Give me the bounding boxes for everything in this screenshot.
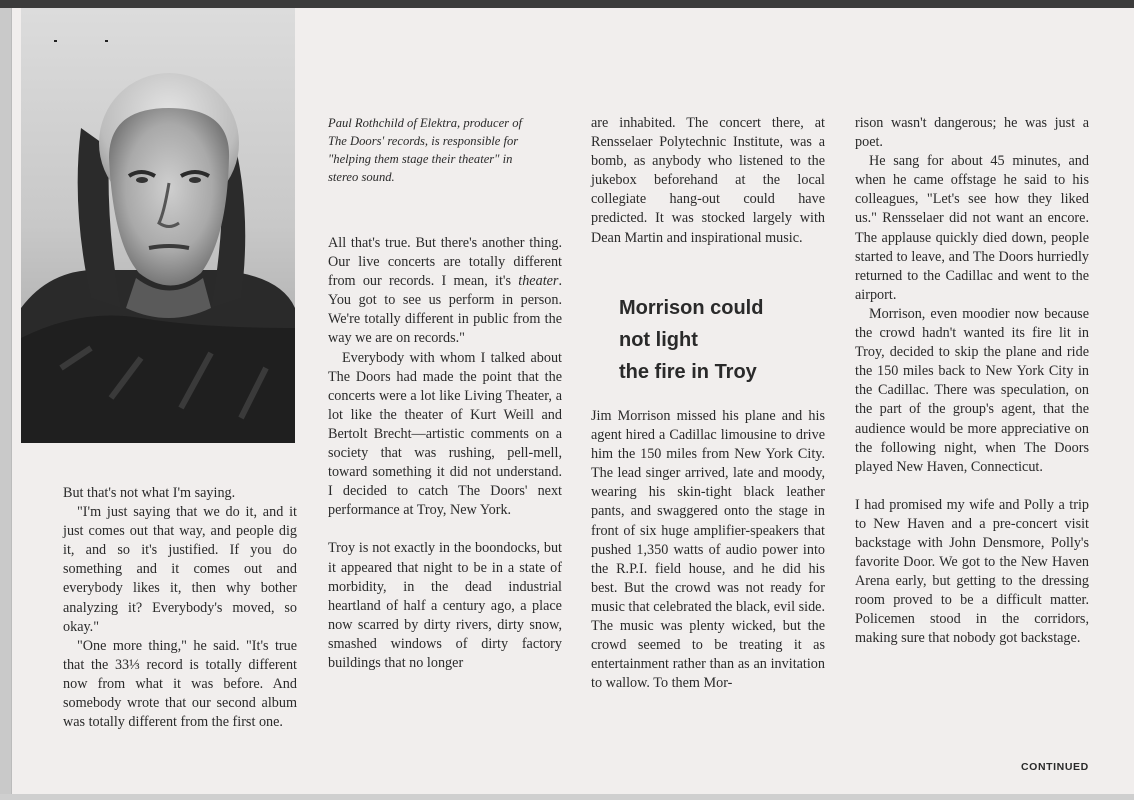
paragraph: I had promised my wife and Polly a trip to New Haven and a pre-concert visit backstage with John Densmore, Polly's favorite Door. We got to the New Haven Arena early, but getting to the dressing room proved to be a difficult matter. Policemen stood in the corridors, making sure that nobody got backstage. xyxy=(855,496,1089,647)
article-column-3-continued xyxy=(591,407,825,693)
paragraph: rison wasn't dangerous; he was just a poet. xyxy=(855,115,1089,151)
subheading-line: the fire in Troy xyxy=(619,361,757,383)
scan-bottom-border xyxy=(0,794,1134,800)
scan-top-border xyxy=(0,0,1134,8)
paragraph-gap xyxy=(855,477,1089,496)
scan-left-border xyxy=(0,8,11,800)
paragraph: Troy is not exactly in the boondocks, but it appeared that night to be in a state of morbidity, in the dead industrial heartland of half a century ago, a place now scarred by dirty rivers, dirty snow, smashed windows of dirty factory buildings that no longer xyxy=(328,540,562,671)
article-column-3 xyxy=(591,114,825,248)
paragraph: are inhabited. The concert there, at Rensselaer Polytechnic Institute, was a bomb, as anybody who listened to the jukebox beforehand at the local collegiate hang-out could have predicted. It was stocked largely with Dean Martin and inspirational music. xyxy=(591,115,825,246)
paragraph: But that's not what I'm saying. xyxy=(63,485,236,501)
paragraph: "I'm just saying that we do it, and it just comes out that way, and people dig it, and so it's justified. If you do something and it comes out and everybody likes it, then why bother analyzing it? Everybody's moved, so okay." xyxy=(63,504,297,635)
subheading-line: Morrison could xyxy=(619,297,764,319)
text-run: . You got to see us perform in person. We're totally different in public from the way we are on records." xyxy=(328,273,562,347)
subheading-line: not light xyxy=(619,329,698,351)
paragraph: Morrison, even moodier now because the crowd hadn't wanted its fire lit in Troy, decided to skip the plane and ride the 150 miles back to New York City in the Cadillac. There was speculation, on the part of the group's agent, that the audience would be more appreciative on the following night, when The Doors played New Haven, Connecticut. xyxy=(855,305,1089,475)
paragraph: Everybody with whom I talked about The Doors had made the point that the concerts were a lot like Living Theater, a lot like the theater of Kurt Weill and Bertolt Brecht—artistic comments on a society that was rushing, pell-mell, toward something it did not understand. I decided to catch The Doors' next performance at Troy, New York. xyxy=(328,349,562,519)
paragraph-gap xyxy=(328,520,562,539)
photo-caption: Paul Rothchild of Elektra, producer of The Doors' records, is responsible for "helping them stage their theater" in stereo sound. xyxy=(328,116,523,184)
portrait-photo xyxy=(21,8,295,443)
continued-label: CONTINUED xyxy=(1021,761,1089,773)
emphasis-text: theater xyxy=(518,273,559,290)
paragraph xyxy=(328,234,562,349)
article-column-4 xyxy=(855,114,1089,649)
paragraph: Jim Morrison missed his plane and his agent hired a Cadillac limousine to drive him the 150 miles from New York City. The lead singer arrived, late and moody, wearing his skin-tight black leather pants, and swaggered onto the stage in front of six huge amplifier-speakers that pushed 1,350 watts of audio power into the R.P.I. field house, and he did his best. But the crowd was not ready for music that celebrated the black, evil side. The music was plenty wicked, but the crowd seemed to be treating it as entertainment rather than as an invitation to wallow. To them Mor- xyxy=(591,408,826,692)
text-run: All that's true. But there's another thing. Our live concerts are totally different from our records. I mean, it's xyxy=(328,235,562,290)
paragraph: "One more thing," he said. "It's true that the 33⅓ record is totally different now from what it was before. And somebody wrote that our second album was totally different from the first one. xyxy=(63,637,297,731)
subheading xyxy=(619,292,829,388)
article-column-1 xyxy=(63,484,297,732)
article-column-2 xyxy=(328,234,562,673)
paragraph: He sang for about 45 minutes, and when he came offstage he said to his colleagues, "Let's see how they liked us." Rensselaer did not want an encore. The applause quickly died down, people started to leave, and The Doors hurriedly returned to the Cadillac and went to the airport. xyxy=(855,153,1089,303)
portrait-illustration xyxy=(21,8,295,443)
